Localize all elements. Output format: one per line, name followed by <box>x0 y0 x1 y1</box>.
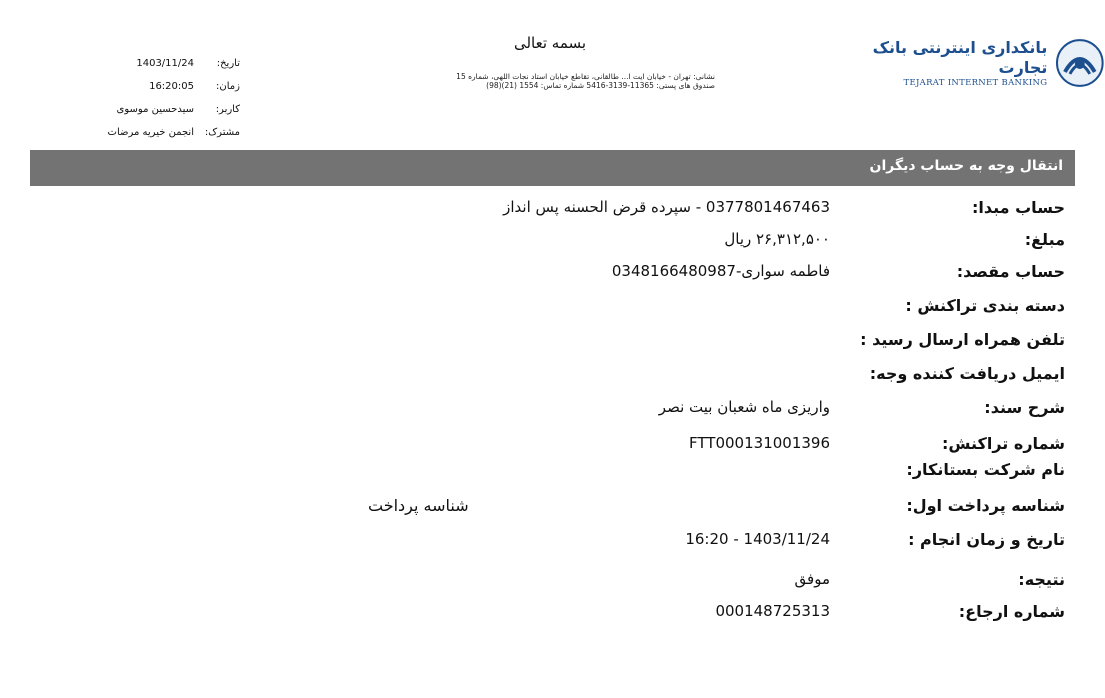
row-destination-account <box>0 262 1105 292</box>
row-source-account <box>0 198 1105 228</box>
bank-logo <box>820 38 1105 88</box>
receipt-mobile-label: تلفن همراه ارسال رسید : <box>860 330 1065 349</box>
meta-user-value: سیدحسین موسوی <box>116 104 194 115</box>
bank-emblem-icon <box>1055 38 1105 88</box>
amount-value: ۲۶,۳۱۲,۵۰۰ ریال <box>724 230 830 248</box>
destination-account-label: حساب مقصد: <box>956 262 1065 281</box>
datetime-value: 1403/11/24 - 16:20 <box>685 530 830 548</box>
meta-date-label: تاریخ: <box>216 58 240 69</box>
row-creditor-company <box>0 460 1105 490</box>
transaction-number-label: شماره تراکنش: <box>942 434 1065 453</box>
result-value: موفق <box>794 570 830 588</box>
reference-number-label: شماره ارجاع: <box>958 602 1065 621</box>
row-recipient-email <box>0 364 1105 394</box>
payment-id-caption: شناسه پرداخت <box>368 496 469 515</box>
meta-date-value: 1403/11/24 <box>136 58 194 69</box>
source-account-label: حساب مبدا: <box>971 198 1065 217</box>
creditor-company-label: نام شرکت بستانکار: <box>906 460 1065 479</box>
row-receipt-mobile <box>0 330 1105 360</box>
transaction-number-value: FTT000131001396 <box>689 434 830 452</box>
meta-time-value: 16:20:05 <box>149 81 194 92</box>
meta-time <box>60 75 240 98</box>
destination-account-value: فاطمه سواری-0348166480987 <box>611 262 830 280</box>
transaction-category-label: دسته بندی تراکنش : <box>905 296 1065 315</box>
row-amount <box>0 230 1105 260</box>
meta-time-label: زمان: <box>216 81 240 92</box>
amount-label: مبلغ: <box>1024 230 1065 249</box>
row-first-payment-id <box>0 496 1105 526</box>
bank-address <box>385 72 715 90</box>
datetime-label: تاریخ و زمان انجام : <box>908 530 1065 549</box>
result-label: نتیجه: <box>1018 570 1065 589</box>
address-line-1: نشانی: تهران - خیابان ایت ا... طالقانی، تقاطع خیابان استاد نجات اللهی، شماره 15 <box>456 72 715 81</box>
meta-customer-value: انجمن خیریه مرضات <box>107 127 194 138</box>
bank-name-fa: بانکداری اینترنتی بانک تجارت <box>872 38 1048 77</box>
row-transaction-category <box>0 296 1105 326</box>
description-label: شرح سند: <box>984 398 1065 417</box>
reference-number-value: 000148725313 <box>715 602 830 620</box>
row-reference-number <box>0 602 1105 632</box>
receipt-title: انتقال وجه به حساب دیگران <box>869 158 1063 174</box>
receipt-meta <box>60 52 240 144</box>
description-value: واریزی ماه شعبان بیت نصر <box>658 398 830 416</box>
meta-user <box>60 98 240 121</box>
meta-customer-label: مشترک: <box>204 127 240 138</box>
row-result <box>0 570 1105 600</box>
receipt-title-bar <box>30 150 1075 186</box>
first-payment-id-label: شناسه پرداخت اول: <box>906 496 1065 515</box>
meta-date <box>60 52 240 75</box>
meta-user-label: کاربر: <box>215 104 240 115</box>
bank-name-en: TEJARAT INTERNET BANKING <box>903 78 1048 88</box>
bismillah-heading: بسمه تعالی <box>513 34 587 52</box>
row-description <box>0 398 1105 428</box>
meta-customer <box>60 121 240 144</box>
source-account-value: 0377801467463 - سپرده قرض الحسنه پس انداز <box>503 198 830 216</box>
recipient-email-label: ایمیل دریافت کننده وجه: <box>869 364 1065 383</box>
row-datetime <box>0 530 1105 560</box>
address-line-2: صندوق های پستی: 11365-3139-5416 شماره تماس: 1554 (21)(98) <box>486 81 715 90</box>
